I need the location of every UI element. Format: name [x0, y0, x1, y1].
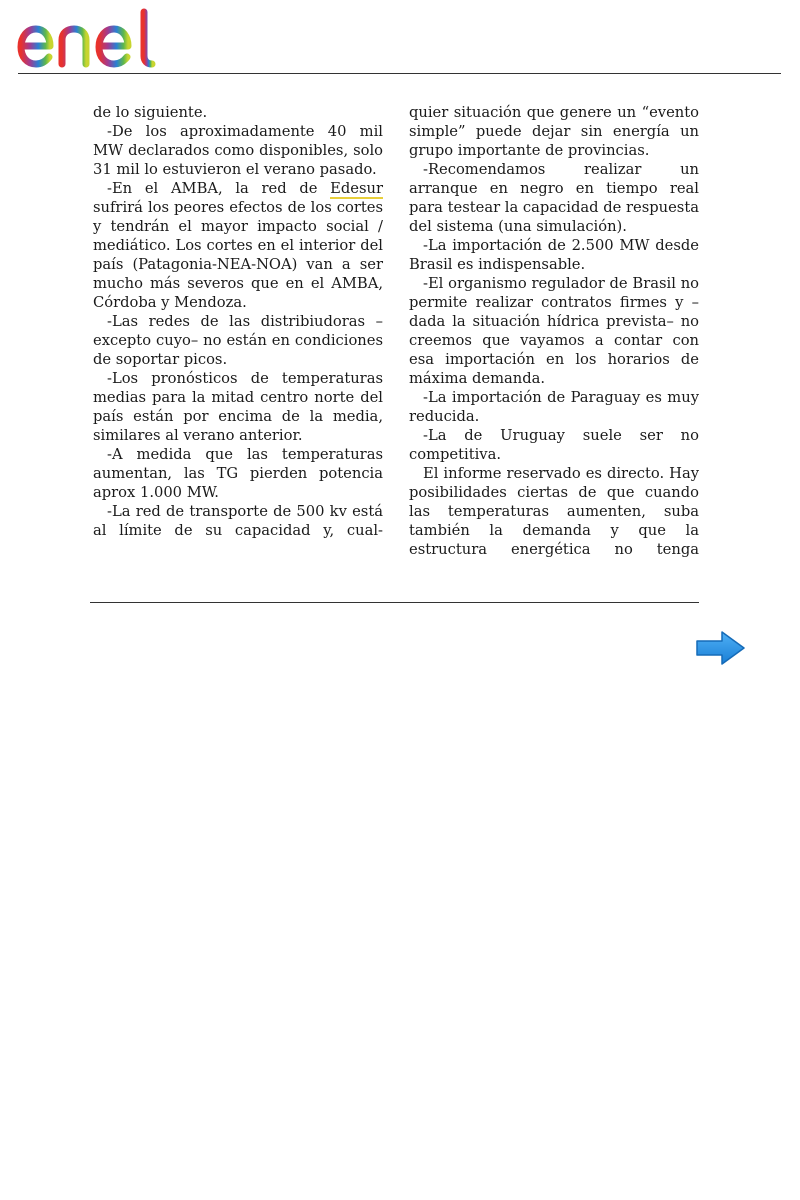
paragraph: El informe reservado es directo. Hay posibilidades ciertas de que cuando las temperaturas aumenten, suba también la demanda y que la estructura energética no tenga [409, 465, 699, 558]
paragraph [93, 179, 383, 312]
arrow-right-icon[interactable] [694, 630, 746, 666]
paragraph-text: -En el AMBA, la red de [107, 180, 331, 197]
paragraph: quier situación que genere un “evento simple” puede dejar sin energía un grupo importante de provincias. [409, 104, 699, 159]
paragraph: -Los pronósticos de temperaturas medias para la mitad centro norte del país están por encima de la media, similares al verano anterior. [93, 370, 383, 444]
footer-divider [90, 602, 699, 603]
paragraph: -La de Uruguay suele ser no competitiva. [409, 427, 699, 463]
paragraph: -Recomendamos realizar un arranque en negro en tiempo real para testear la capacidad de respuesta del sistema (una simulación). [409, 161, 699, 235]
paragraph: -La red de transporte de 500 kv está al límite de su capacidad y, cual- [93, 503, 383, 539]
paragraph: -A medida que las temperaturas aumentan, las TG pierden potencia aprox 1.000 MW. [93, 446, 383, 501]
highlighted-term: Edesur [330, 180, 383, 197]
paragraph: -El organismo regulador de Brasil no permite realizar contratos firmes y –dada la situación hídrica prevista– no creemos que vayamos a contar con esa importación en los horarios de máxima demanda. [409, 275, 699, 387]
paragraph: -La importación de Paraguay es muy reducida. [409, 389, 699, 425]
paragraph: de lo siguiente. [93, 104, 208, 121]
enel-logo [16, 8, 186, 70]
paragraph: -La importación de 2.500 MW desde Brasil es indispensable. [409, 237, 699, 273]
paragraph-text: sufrirá los peores efectos de los cortes y tendrán el mayor impacto social / mediático. Los cortes en el interior del país (Patagonia-NEA-NOA) van a ser mucho más severos que en el AMBA, Córdoba y Mendoza. [93, 199, 383, 311]
header-divider [18, 73, 781, 74]
article-column-left [93, 103, 383, 540]
article-column-right [409, 103, 699, 559]
paragraph: -De los aproximadamente 40 mil MW declarados como disponibles, solo 31 mil lo estuvieron el verano pasado. [93, 123, 383, 178]
paragraph: -Las redes de las distribiudoras –excepto cuyo– no están en condiciones de soportar picos. [93, 313, 383, 368]
